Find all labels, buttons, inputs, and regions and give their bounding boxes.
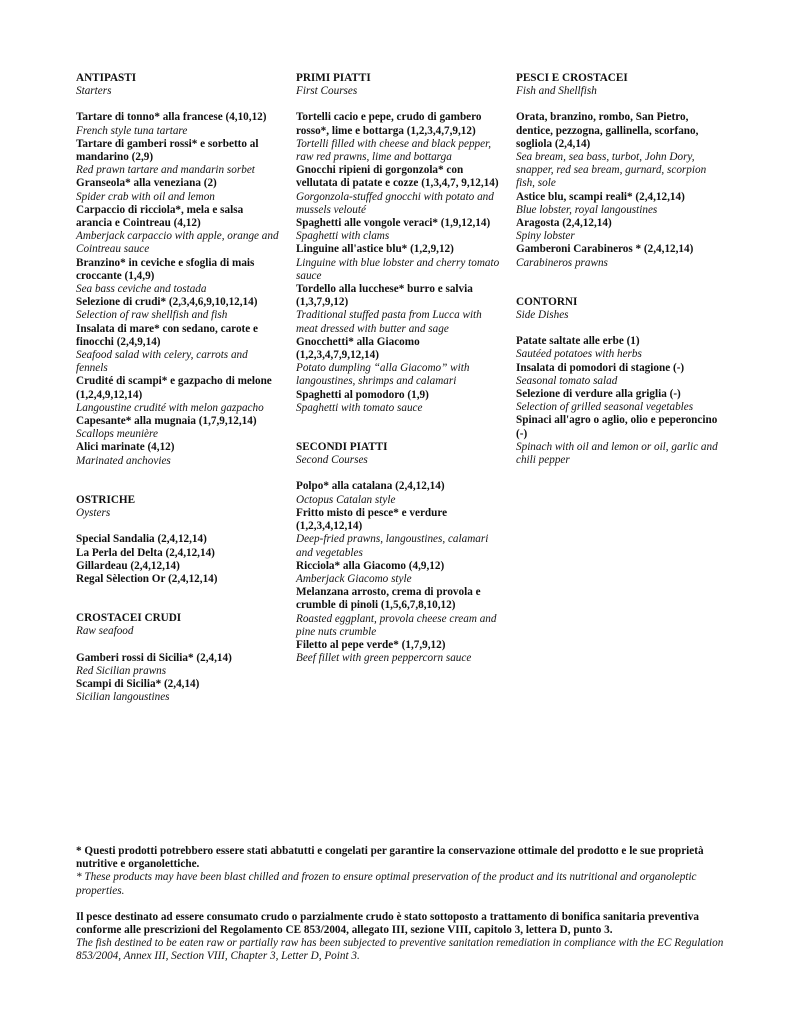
dish-translation: Gorgonzola-stuffed gnocchi with potato and mussels velouté — [296, 190, 494, 216]
dish-name: Aragosta (2,4,12,14) — [516, 217, 612, 230]
dish-name: Spinaci all'agro o aglio, olio e peperoncino (-) — [516, 414, 718, 440]
dish-name: Ricciola* alla Giacomo (4,9,12) — [296, 559, 445, 572]
footnotes — [76, 845, 736, 977]
dish-name: Scampi di Sicilia* (2,4,14) — [76, 677, 200, 690]
dish-name: Gnocchetti* alla Giacomo (1,2,3,4,7,9,12,14) — [296, 335, 420, 362]
section-subtitle: Second Courses — [296, 454, 368, 467]
menu-item — [516, 388, 726, 414]
section-title: PRIMI PIATTI — [296, 72, 371, 84]
dish-name: Regal Sèlection Or (2,4,12,14) — [76, 572, 218, 585]
dish-name: Insalata di mare* con sedano, carote e finocchi (2,4,9,14) — [76, 322, 258, 348]
dish-name: Orata, branzino, rombo, San Pietro, dentice, pezzogna, gallinella, scorfano, sogliola (2,4,14) — [516, 111, 699, 150]
dish-translation: Red prawn tartare and mandarin sorbet — [76, 164, 255, 177]
dish-name: Melanzana arrosto, crema di provola e crumble di pinoli (1,5,6,7,8,10,12) — [296, 586, 481, 612]
menu-item — [76, 573, 281, 586]
dish-name: Gillardeau (2,4,12,14) — [76, 559, 180, 572]
dish-name: Spaghetti alle vongole veraci* (1,9,12,14) — [296, 217, 491, 230]
dish-translation: Selection of grilled seasonal vegetables — [516, 401, 694, 414]
section-title: OSTRICHE — [76, 493, 136, 506]
menu-item — [296, 586, 502, 639]
dish-name: Carpaccio di ricciola*, mela e salsa arancia e Cointreau (4,12) — [76, 203, 244, 230]
menu-section — [516, 296, 726, 467]
menu-item — [76, 375, 281, 415]
menu-section — [296, 72, 502, 415]
menu-item — [76, 177, 281, 203]
dish-name: Linguine all'astice blu* (1,2,9,12) — [296, 243, 454, 256]
menu-section — [76, 494, 281, 586]
section-title: CROSTACEI CRUDI — [76, 612, 182, 625]
menu-item — [76, 138, 281, 178]
dish-translation: Traditional stuffed pasta from Lucca with meat dressed with butter and sage — [296, 309, 482, 335]
menu-item — [76, 204, 281, 257]
dish-translation: Selection of raw shellfish and fish — [76, 309, 228, 322]
dish-translation: Blue lobster, royal langoustines — [516, 203, 658, 216]
menu-item — [296, 283, 502, 336]
dish-name: Crudité di scampi* e gazpacho di melone (1,2,4,9,12,14) — [76, 375, 272, 401]
menu-item — [76, 547, 281, 560]
menu-item — [296, 389, 502, 415]
section-subtitle: Starters — [76, 85, 112, 98]
dish-translation: Spider crab with oil and lemon — [76, 190, 215, 203]
menu-item — [516, 362, 726, 388]
section-title: PESCI E CROSTACEI — [516, 72, 628, 84]
dish-name: Capesante* alla mugnaia (1,7,9,12,14) — [76, 415, 257, 428]
dish-translation: Seasonal tomato salad — [516, 374, 618, 387]
dish-translation: Spiny lobster — [516, 230, 575, 243]
section-subtitle: First Courses — [296, 85, 358, 98]
menu-item — [296, 111, 502, 164]
footnote-english: * These products may have been blast chilled and frozen to ensure optimal preservation of the product and its nutritional and organoleptic properties. — [76, 871, 697, 897]
menu-item — [296, 639, 502, 665]
dish-name: Gamberi rossi di Sicilia* (2,4,14) — [76, 651, 232, 664]
section-header — [76, 612, 281, 638]
dish-translation: Octopus Catalan style — [296, 493, 396, 506]
menu-item — [76, 533, 281, 546]
menu-item — [76, 678, 281, 704]
menu-section — [76, 612, 281, 704]
dish-translation: Spaghetti with clams — [296, 230, 390, 243]
dish-translation: Langoustine crudité with melon gazpacho — [76, 401, 264, 414]
dish-name: Filetto al pepe verde* (1,7,9,12) — [296, 638, 446, 651]
section-title: SECONDI PIATTI — [296, 441, 388, 454]
dish-translation: Tortelli filled with cheese and black pepper, raw red prawns, lime and bottarga — [296, 137, 492, 164]
dish-name: Selezione di verdure alla griglia (-) — [516, 388, 681, 401]
menu-item — [516, 217, 726, 243]
footnote — [76, 845, 736, 898]
menu-section — [516, 72, 726, 270]
dish-translation: Red Sicilian prawns — [76, 664, 167, 677]
dish-translation: Sea bass ceviche and tostada — [76, 283, 207, 296]
dish-translation: Beef fillet with green peppercorn sauce — [296, 652, 472, 665]
menu-item — [76, 441, 281, 467]
dish-translation: Amberjack Giacomo style — [296, 572, 412, 585]
dish-translation: Spinach with oil and lemon or oil, garlic and chili pepper — [516, 440, 718, 467]
section-title: ANTIPASTI — [76, 72, 137, 84]
menu-item — [76, 652, 281, 678]
dish-translation: Seafood salad with celery, carrots and fennels — [76, 349, 248, 375]
dish-name: Selezione di crudi* (2,3,4,6,9,10,12,14) — [76, 296, 258, 309]
dish-translation: Carabineros prawns — [516, 256, 608, 269]
menu-item — [516, 414, 726, 467]
dish-translation: Sautéed potatoes with herbs — [516, 348, 642, 361]
section-header — [76, 494, 281, 520]
dish-translation: French style tuna tartare — [76, 124, 188, 137]
menu-item — [516, 191, 726, 217]
menu-item — [296, 243, 502, 283]
menu-item — [296, 560, 502, 586]
dish-name: Insalata di pomodori di stagione (-) — [516, 361, 685, 374]
section-header — [516, 296, 726, 322]
dish-translation: Scallops meunière — [76, 428, 158, 441]
dish-translation: Potato dumpling “alla Giacomo” with langoustines, shrimps and calamari — [296, 362, 470, 388]
dish-name: Patate saltate alle erbe (1) — [516, 335, 640, 348]
footnote-italian: * Questi prodotti potrebbero essere stati abbatutti e congelati per garantire la conservazione ottimale del prodotto e le sue proprietà nutritive e organolettiche. — [76, 845, 704, 871]
dish-name: Tartare di tonno* alla francese (4,10,12) — [76, 111, 267, 124]
dish-name: Tortelli cacio e pepe, crudo di gambero rosso*, lime e bottarga (1,2,3,4,7,9,12) — [296, 111, 482, 137]
menu-item — [76, 323, 281, 376]
menu-item — [516, 111, 726, 190]
dish-name: Fritto misto di pesce* e verdure (1,2,3,4,12,14) — [296, 506, 448, 533]
menu-item — [296, 217, 502, 243]
dish-translation: Amberjack carpaccio with apple, orange and Cointreau sauce — [76, 230, 279, 256]
dish-name: Alici marinate (4,12) — [76, 441, 175, 454]
menu-item — [76, 111, 281, 137]
section-subtitle: Oysters — [76, 507, 111, 520]
section-subtitle: Raw seafood — [76, 625, 134, 638]
dish-name: Gnocchi ripieni di gorgonzola* con vellutata di patate e cozze (1,3,4,7, 9,12,14) — [296, 164, 499, 190]
dish-translation: Sea bream, sea bass, turbot, John Dory, snapper, red sea bream, gurnard, scorpion fish, sole — [516, 151, 707, 190]
menu-item — [76, 296, 281, 322]
menu-column-1 — [76, 72, 281, 730]
dish-name: Branzino* in ceviche e sfoglia di mais croccante (1,4,9) — [76, 256, 255, 282]
section-header — [296, 72, 502, 98]
dish-name: La Perla del Delta (2,4,12,14) — [76, 546, 215, 559]
dish-translation: Roasted eggplant, provola cheese cream and pine nuts crumble — [296, 612, 497, 638]
section-subtitle: Fish and Shellfish — [516, 85, 597, 98]
dish-name: Tordello alla lucchese* burro e salvia (1,3,7,9,12) — [296, 283, 473, 309]
menu-section — [296, 441, 502, 665]
menu-item — [76, 257, 281, 297]
section-header — [296, 441, 502, 467]
menu-item — [516, 335, 726, 361]
dish-translation: Spaghetti with tomato sauce — [296, 401, 423, 414]
dish-translation: Linguine with blue lobster and cherry tomato sauce — [296, 256, 500, 282]
menu-column-3 — [516, 72, 726, 493]
footnote — [76, 911, 736, 964]
dish-translation: Deep-fried prawns, langoustines, calamari and vegetables — [296, 533, 489, 559]
dish-translation: Marinated anchovies — [76, 454, 171, 467]
dish-name: Astice blu, scampi reali* (2,4,12,14) — [516, 190, 685, 203]
section-subtitle: Side Dishes — [516, 309, 569, 322]
menu-item — [76, 560, 281, 573]
dish-name: Granseola* alla veneziana (2) — [76, 177, 217, 190]
dish-translation: Sicilian langoustines — [76, 691, 170, 704]
menu-item — [296, 507, 502, 560]
menu-item — [296, 480, 502, 506]
dish-name: Polpo* alla catalana (2,4,12,14) — [296, 480, 445, 493]
menu-column-2 — [296, 72, 502, 691]
section-header — [516, 72, 726, 98]
section-title: CONTORNI — [516, 295, 578, 308]
menu-item — [296, 164, 502, 217]
dish-name: Tartare di gamberi rossi* e sorbetto al mandarino (2,9) — [76, 137, 259, 164]
dish-name: Gamberoni Carabineros * (2,4,12,14) — [516, 243, 694, 256]
menu-section — [76, 72, 281, 468]
footnote-italian: Il pesce destinato ad essere consumato crudo o parzialmente crudo è stato sottoposto a trattamento di bonifica sanitaria preventiva conforme alle prescrizioni del Regolamento CE 853/2004, allegato III, sezione VIII, capitolo 3, lettera D, punto 3. — [76, 910, 699, 937]
menu-item — [516, 243, 726, 269]
menu-item — [76, 415, 281, 441]
section-header — [76, 72, 281, 98]
dish-name: Spaghetti al pomodoro (1,9) — [296, 388, 429, 401]
dish-name: Special Sandalia (2,4,12,14) — [76, 533, 207, 546]
footnote-english: The fish destined to be eaten raw or partially raw has been subjected to preventive sanitation remediation in compliance with the EC Regulation 853/2004, Annex III, Section VIII, Chapter 3, Letter D, Point 3. — [76, 937, 724, 963]
menu-item — [296, 336, 502, 389]
